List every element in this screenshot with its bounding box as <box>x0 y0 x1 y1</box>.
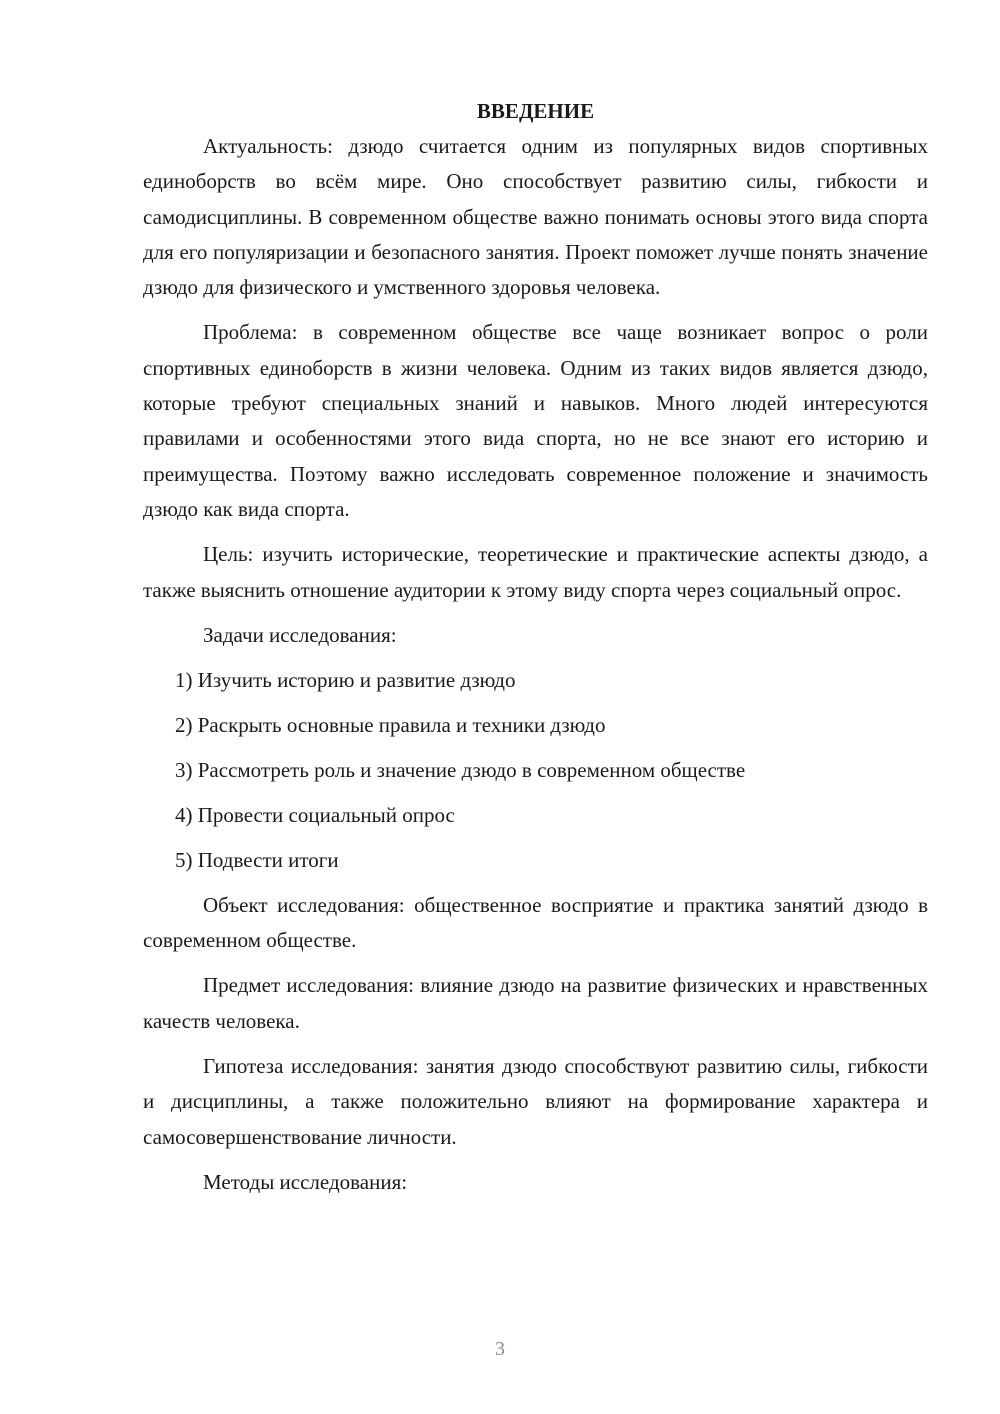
hypothesis-paragraph: Гипотеза исследования: занятия дзюдо способствуют развитию силы, гибкости и дисциплины, а также положительно влияют на формирование характера и самосовершенствование личности. <box>143 1054 928 1149</box>
problem-paragraph: Проблема: в современном обществе все чаще возникает вопрос о роли спортивных единоборств в жизни человека. Одним из таких видов является дзюдо, которые требуют специальных знаний и навыков. Много людей интересуются правилами и особенностями этого вида спорта, но не все знают его историю и преимущества. Поэтому важно исследовать современное положение и значимость дзюдо как вида спорта. <box>143 320 928 521</box>
tasks-list <box>143 663 928 878</box>
tasks-heading: Задачи исследования: <box>203 622 397 647</box>
list-item: 4) Провести социальный опрос <box>175 802 455 827</box>
subject-paragraph: Предмет исследования: влияние дзюдо на развитие физических и нравственных качеств человека. <box>143 973 928 1033</box>
list-item: 1) Изучить историю и развитие дзюдо <box>175 667 516 692</box>
list-item: 2) Раскрыть основные правила и техники дзюдо <box>175 712 606 737</box>
object-paragraph: Объект исследования: общественное восприятие и практика занятий дзюдо в современном обществе. <box>143 892 928 953</box>
list-item: 5) Подвести итоги <box>175 847 339 872</box>
methods-heading: Методы исследования: <box>203 1169 408 1194</box>
relevance-paragraph: Актуальность: дзюдо считается одним из популярных видов спортивных единоборств во всём мире. Оно способствует развитию силы, гибкости и самодисциплины. В современном обществе важно понимать основы этого вида спорта для его популяризации и безопасного занятия. Проект поможет лучше понять значение дзюдо для физического и умственного здоровья человека. <box>143 134 928 300</box>
page-number: 3 <box>495 1338 505 1360</box>
goal-paragraph: Цель: изучить исторические, теоретические и практические аспекты дзюдо, а также выяснить отношение аудитории к этому виду спорта через социальный опрос. <box>143 542 928 602</box>
list-item: 3) Рассмотреть роль и значение дзюдо в современном обществе <box>175 757 746 782</box>
section-title: ВВЕДЕНИЕ <box>476 99 595 123</box>
page-content <box>143 93 928 1210</box>
